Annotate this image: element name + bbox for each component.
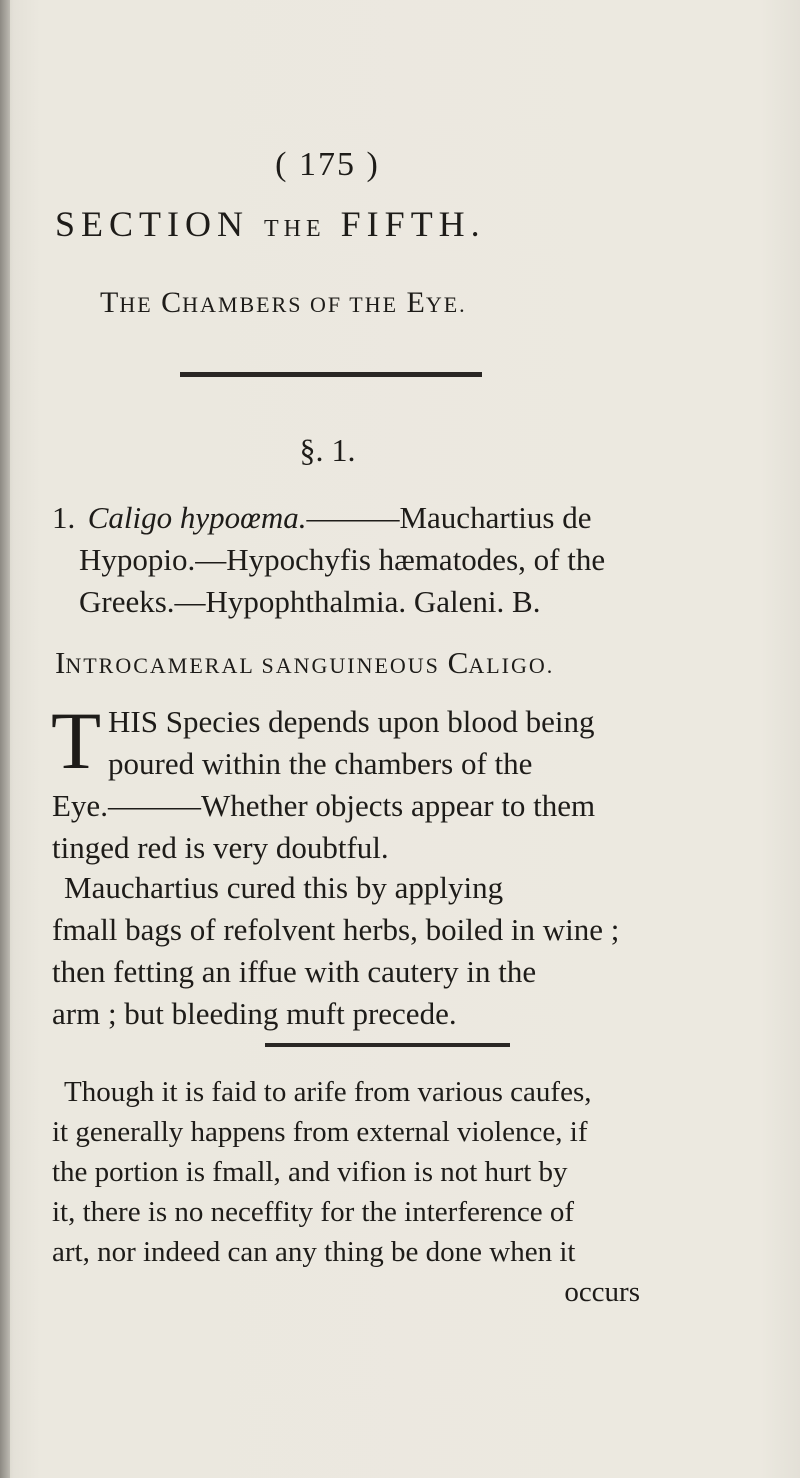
section-word: SECTION bbox=[55, 204, 249, 244]
paragraph-2-line-3: then fetting an iffue with cautery in the bbox=[52, 954, 537, 989]
paragraph-3-line-4: it, there is no neceffity for the interference of bbox=[52, 1196, 575, 1228]
paragraph-1-line-4: tinged red is very doubtful. bbox=[52, 830, 389, 865]
chapter-title-cap: C bbox=[161, 286, 183, 319]
section-the: THE bbox=[264, 216, 326, 242]
section-fifth: FIFTH. bbox=[340, 204, 486, 244]
paragraph-3-line-3: the portion is fmall, and vifion is not hurt by bbox=[52, 1156, 568, 1188]
subheading bbox=[55, 645, 655, 681]
paragraph-3 bbox=[52, 1072, 640, 1312]
subheading-cap: C bbox=[447, 645, 469, 680]
entry-number: 1. bbox=[52, 500, 76, 535]
horizontal-rule bbox=[180, 372, 482, 377]
paragraph-mark: §. 1. bbox=[299, 432, 356, 468]
paragraph-2 bbox=[52, 867, 619, 1035]
chapter-title-smallcaps: HAMBERS OF THE bbox=[182, 292, 399, 317]
entry-line-2: Hypopio.—Hypochyfis hæmatodes, of the bbox=[79, 542, 606, 577]
horizontal-rule bbox=[265, 1043, 510, 1047]
entry-line-3: Greeks.—Hypophthalmia. Galeni. B. bbox=[79, 584, 541, 619]
subheading-smallcaps: ALIGO. bbox=[468, 653, 555, 678]
chapter-title-cap: T bbox=[100, 286, 120, 319]
paragraph-3-line-5: art, nor indeed can any thing be done when it bbox=[52, 1236, 576, 1268]
entry-block bbox=[52, 497, 605, 623]
page-number: ( 175 ) bbox=[275, 146, 380, 183]
entry-line-1 bbox=[52, 497, 605, 539]
paragraph-3-line-2: it generally happens from external violence, if bbox=[52, 1116, 588, 1148]
paragraph-1-line-3: Eye.———Whether objects appear to them bbox=[52, 788, 596, 823]
entry-name: Caligo hypoœma. bbox=[87, 500, 307, 535]
section-title bbox=[55, 203, 655, 245]
chapter-title bbox=[100, 286, 660, 320]
page-binding-edge bbox=[0, 0, 10, 1478]
catchword: occurs bbox=[564, 1276, 640, 1308]
chapter-title-smallcaps: HE bbox=[119, 292, 153, 317]
chapter-title-smallcaps: YE. bbox=[425, 292, 467, 317]
paragraph-1-line-1: HIS Species depends upon blood being bbox=[108, 704, 595, 739]
drop-cap: T bbox=[51, 695, 102, 786]
paragraph-2-line-2: fmall bags of refolvent herbs, boiled in wine ; bbox=[52, 912, 620, 947]
paragraph-1-line-2: poured within the chambers of the bbox=[108, 746, 533, 781]
paragraph-2-line-1: Mauchartius cured this by applying bbox=[64, 870, 504, 905]
chapter-title-cap: E bbox=[406, 286, 426, 319]
subheading-smallcaps: NTROCAMERAL SANGUINEOUS bbox=[65, 653, 440, 678]
paragraph-3-line-1: Though it is faid to arife from various caufes, bbox=[64, 1076, 592, 1108]
entry-line-1-rest: ———Mauchartius de bbox=[306, 500, 592, 535]
subheading-cap: I bbox=[55, 645, 66, 680]
paragraph-1 bbox=[51, 695, 596, 869]
paragraph-2-line-4: arm ; but bleeding muft precede. bbox=[52, 996, 457, 1031]
